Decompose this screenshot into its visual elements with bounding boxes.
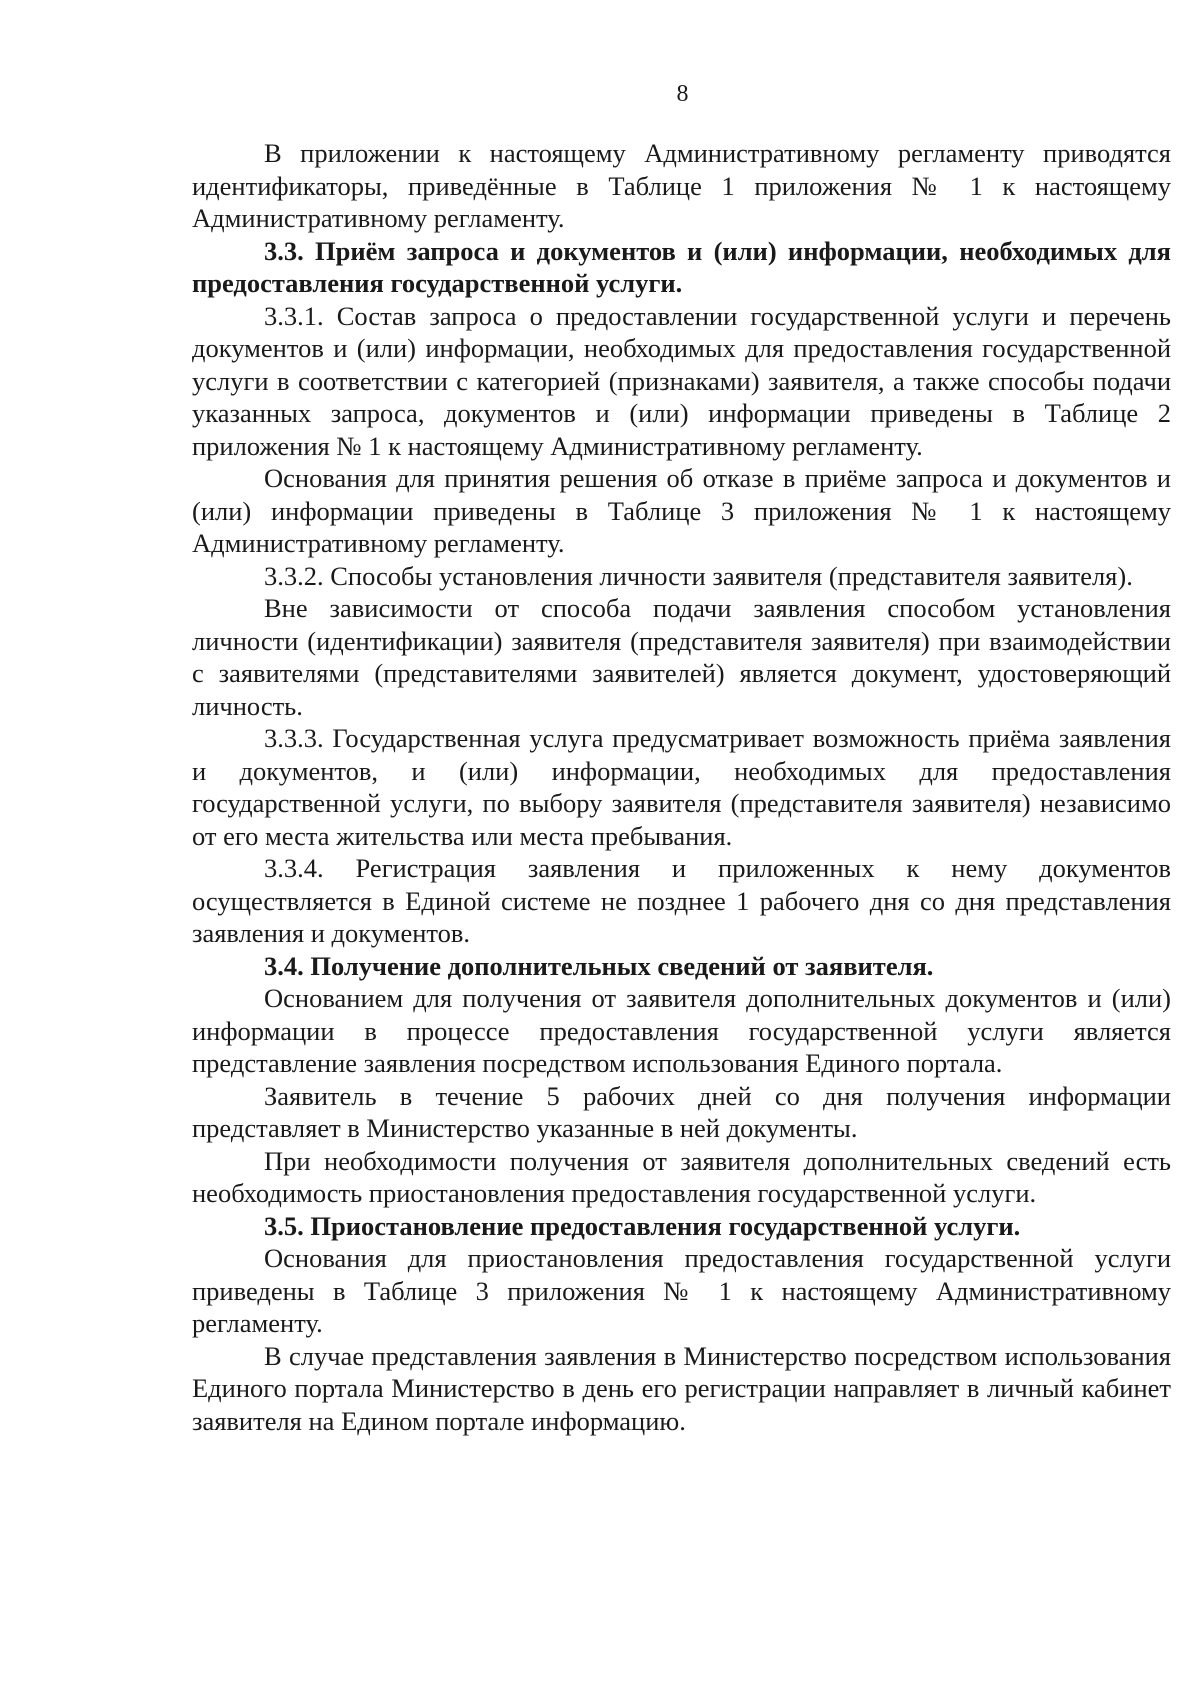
paragraph-suspension-grounds: Основания для приостановления предоставления государственной услуги приведены в Таблице 3 приложения № 1 к настоящему Административному регламенту. xyxy=(192,1243,1171,1338)
paragraph-3-3-2: 3.3.2. Способы установления личности заявителя (представителя заявителя). xyxy=(264,560,1133,591)
paragraph-identifiers: В приложении к настоящему Административному регламенту приводятся идентификаторы, приведённые в Таблице 1 приложения № 1 к настоящему Административному регламенту. xyxy=(192,138,1171,233)
document-body xyxy=(192,137,1171,1437)
section-heading-3-4: 3.4. Получение дополнительных сведений от заявителя. xyxy=(264,950,934,981)
section-heading-3-3: 3.3. Приём запроса и документов и (или) информации, необходимых для предоставления государственной услуги. xyxy=(192,235,1171,298)
paragraph-portal-notification: В случае представления заявления в Министерство посредством использования Единого портала Министерство в день его регистрации направляет в личный кабинет заявителя на Едином портале информацию. xyxy=(192,1340,1171,1436)
paragraph-3-3-4: 3.3.4. Регистрация заявления и приложенных к нему документов осуществляется в Единой системе не позднее 1 рабочего дня со дня представления заявления и документов. xyxy=(192,853,1171,948)
paragraph-refusal-grounds: Основания для принятия решения об отказе в приёме запроса и документов и (или) информации приведены в Таблице 3 приложения № 1 к настоящему Административному регламенту. xyxy=(192,463,1171,558)
section-heading-3-5: 3.5. Приостановление предоставления государственной услуги. xyxy=(264,1210,1021,1241)
paragraph-five-days: Заявитель в течение 5 рабочих дней со дня получения информации представляет в Министерство указанные в ней документы. xyxy=(192,1080,1171,1143)
paragraph-suspension-need: При необходимости получения от заявителя дополнительных сведений есть необходимость приостановления предоставления государственной услуги. xyxy=(192,1145,1171,1208)
page-number: 8 xyxy=(676,81,689,107)
paragraph-3-3-1: 3.3.1. Состав запроса о предоставлении государственной услуги и перечень документов и (или) информации, необходимых для предоставления государственной услуги в соответствии с категорией (признаками) заявителя, а также способы подачи указанных запроса, документов и (или) информации приведены в Таблице 2 приложения № 1 к настоящему Административному регламенту. xyxy=(192,300,1171,461)
paragraph-3-3-3: 3.3.3. Государственная услуга предусматривает возможность приёма заявления и документов, и (или) информации, необходимых для предоставления государственной услуги, по выбору заявителя (представителя заявителя) независимо от его места жительства или места пребывания. xyxy=(192,723,1171,851)
paragraph-identity-document: Вне зависимости от способа подачи заявления способом установления личности (идентификации) заявителя (представителя заявителя) при взаимодействии с заявителями (представителями заявителей) является документ, удостоверяющий личность. xyxy=(192,593,1171,721)
paragraph-additional-info-basis: Основанием для получения от заявителя дополнительных документов и (или) информации в процессе предоставления государственной услуги является представление заявления посредством использования Единого портала. xyxy=(192,983,1171,1078)
